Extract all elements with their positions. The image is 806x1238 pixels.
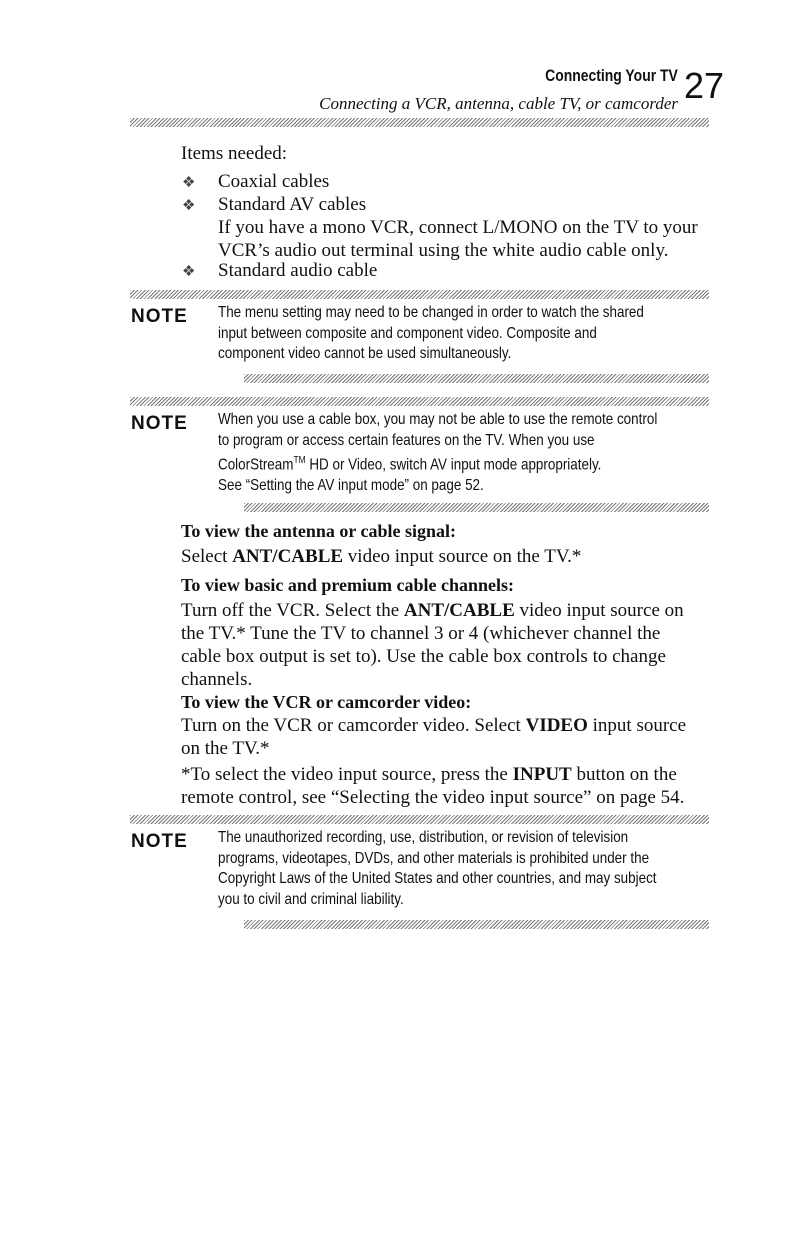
note-divider bbox=[130, 397, 709, 406]
vcr-line: Turn on the VCR or camcorder video. Select VIDEO input source bbox=[181, 715, 687, 736]
note-label: NOTE bbox=[131, 831, 188, 852]
note-line: to program or access certain features on the TV. When you use bbox=[218, 431, 595, 449]
note-label: NOTE bbox=[131, 306, 188, 327]
trademark-mark: TM bbox=[293, 455, 306, 466]
note-3-text bbox=[218, 828, 708, 910]
note-label: NOTE bbox=[131, 413, 188, 434]
footnote-line: *To select the video input source, press the INPUT button on the bbox=[181, 764, 677, 785]
note-end-divider bbox=[244, 920, 709, 929]
antenna-text: Select ANT/CABLE video input source on the TV.* bbox=[181, 546, 582, 567]
colorstream-text: ColorStream bbox=[218, 456, 294, 474]
diamond-bullet-icon: ❖ bbox=[182, 175, 196, 191]
note-end-divider bbox=[244, 503, 709, 512]
vcr-line: on the TV.* bbox=[181, 738, 270, 759]
note-2-text bbox=[218, 410, 708, 496]
note-line: The unauthorized recording, use, distribution, or revision of television bbox=[218, 829, 629, 846]
list-item: Coaxial cables bbox=[218, 171, 330, 192]
basic-line: cable box output is set to). Use the cable box controls to change bbox=[181, 646, 666, 667]
diamond-bullet-icon: ❖ bbox=[182, 264, 196, 280]
basic-line: the TV.* Tune the TV to channel 3 or 4 (whichever channel the bbox=[181, 623, 661, 644]
basic-heading: To view basic and premium cable channels: bbox=[181, 575, 515, 595]
basic-line: channels. bbox=[181, 669, 253, 690]
mono-note-line: VCR’s audio out terminal using the white audio cable only. bbox=[218, 240, 669, 261]
note-line: you to civil and criminal liability. bbox=[218, 890, 404, 908]
colorstream-rest: HD or Video, switch AV input mode appropriately. bbox=[305, 456, 602, 474]
note-end-divider bbox=[244, 374, 709, 383]
footnote-line: remote control, see “Selecting the video input source” on page 54. bbox=[181, 787, 685, 808]
page-number: 27 bbox=[684, 65, 725, 106]
note-divider bbox=[130, 290, 709, 299]
note-line bbox=[218, 451, 708, 476]
note-line: component video cannot be used simultaneously. bbox=[218, 345, 512, 362]
note-line: Copyright Laws of the United States and other countries, and may subject bbox=[218, 870, 657, 887]
vcr-heading: To view the VCR or camcorder video: bbox=[181, 692, 472, 712]
basic-line: Turn off the VCR. Select the ANT/CABLE video input source on bbox=[181, 600, 684, 621]
list-item: Standard AV cables bbox=[218, 194, 367, 215]
mono-note-line: If you have a mono VCR, connect L/MONO on the TV to your bbox=[218, 217, 698, 238]
header-divider bbox=[130, 118, 709, 127]
items-heading: Items needed: bbox=[181, 143, 288, 164]
diamond-bullet-icon: ❖ bbox=[182, 198, 196, 214]
note-divider bbox=[130, 815, 709, 824]
list-item: Standard audio cable bbox=[218, 260, 378, 281]
note-line: When you use a cable box, you may not be able to use the remote control bbox=[218, 411, 658, 428]
antenna-heading: To view the antenna or cable signal: bbox=[181, 521, 457, 541]
note-line: See “Setting the AV input mode” on page 52. bbox=[218, 476, 484, 494]
note-line: programs, videotapes, DVDs, and other materials is prohibited under the bbox=[218, 849, 650, 867]
note-line: input between composite and component video. Composite and bbox=[218, 324, 597, 342]
note-line: The menu setting may need to be changed in order to watch the shared bbox=[218, 304, 644, 321]
page-subtitle: Connecting a VCR, antenna, cable TV, or camcorder bbox=[319, 94, 678, 113]
note-1-text bbox=[218, 303, 708, 365]
section-title: Connecting Your TV bbox=[545, 66, 678, 85]
